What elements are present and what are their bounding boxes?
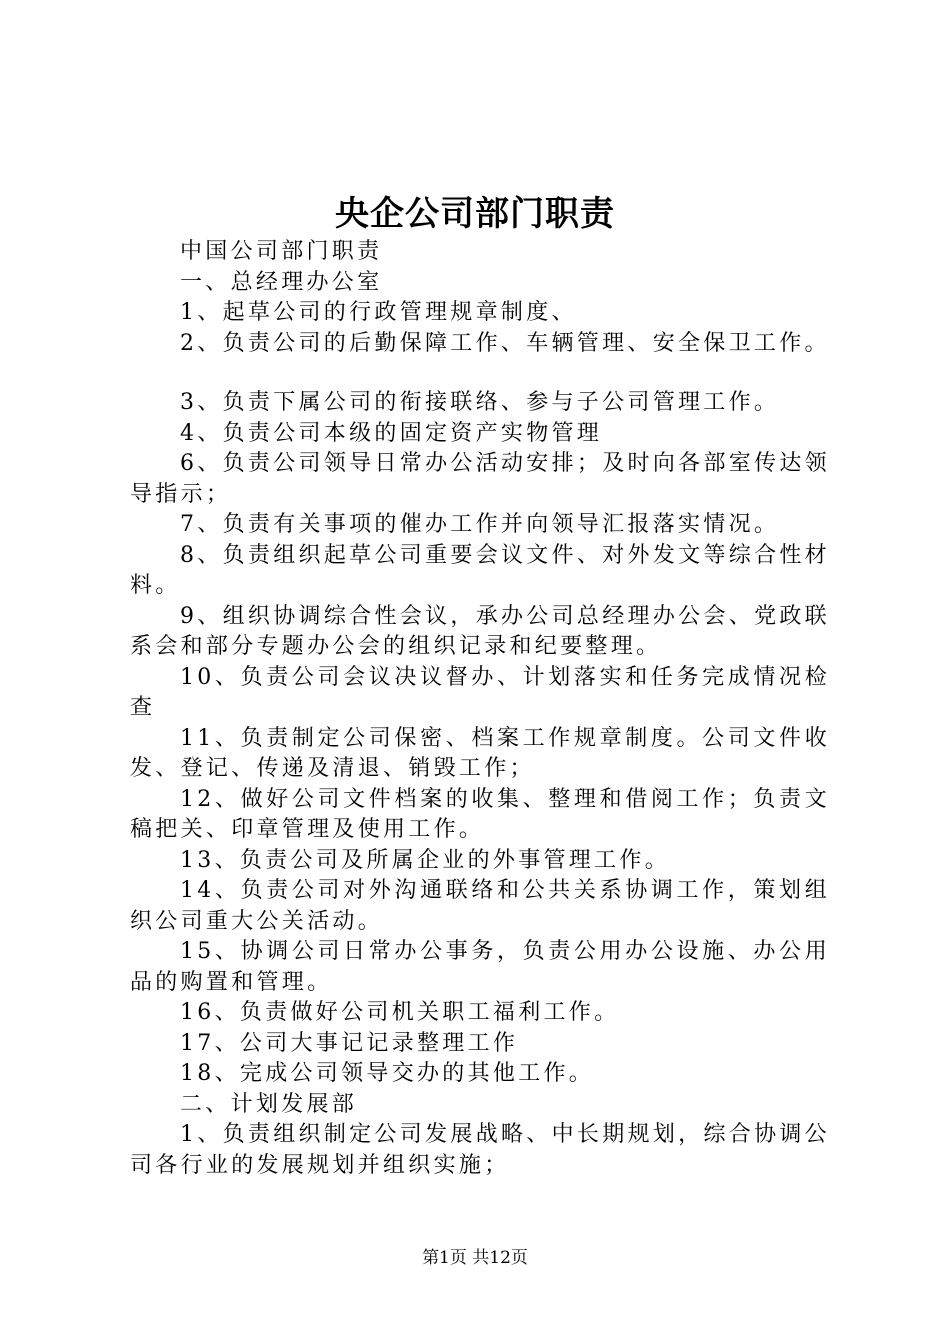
paragraph: 16、负责做好公司机关职工福利工作。 (180, 1000, 620, 1025)
paragraph: 10、负责公司会议决议督办、计划落实和任务完成情况检查 (130, 664, 830, 720)
paragraph: 18、完成公司领导交办的其他工作。 (180, 1061, 595, 1086)
document-body (130, 237, 830, 1181)
paragraph: 12、做好公司文件档案的收集、整理和借阅工作；负责文稿把关、印章管理及使用工作。 (130, 786, 830, 842)
section-heading: 二、计划发展部 (180, 1091, 358, 1117)
paragraph: 15、协调公司日常办公事务，负责公用办公设施、办公用品的购置和管理。 (130, 939, 830, 995)
paragraph: 4、负责公司本级的固定资产实物管理 (180, 420, 603, 446)
paragraph: 3、负责下属公司的衔接联络、参与子公司管理工作。 (180, 390, 780, 415)
paragraph: 1、负责组织制定公司发展战略、中长期规划，综合协调公司各行业的发展规划并组织实施； (130, 1122, 830, 1178)
paragraph: 7、负责有关事项的催办工作并向领导汇报落实情况。 (180, 512, 780, 537)
paragraph: 11、负责制定公司保密、档案工作规章制度。公司文件收发、登记、传递及清退、销毁工作； (130, 725, 830, 781)
page-number: 第1页 共12页 (422, 1248, 528, 1268)
paragraph: 2、负责公司的后勤保障工作、车辆管理、安全保卫工作。 (180, 330, 830, 356)
paragraph: 8、负责组织起草公司重要会议文件、对外发文等综合性材料。 (130, 542, 830, 598)
paragraph: 9、组织协调综合性会议，承办公司总经理办公会、党政联系会和部分专题办公会的组织记录和纪要整理。 (130, 603, 830, 659)
paragraph: 13、负责公司及所属企业的外事管理工作。 (180, 847, 670, 873)
section-heading: 一、总经理办公室 (180, 269, 383, 295)
paragraph: 6、负责公司领导日常办公活动安排；及时向各部室传达领导指示； (130, 451, 830, 507)
paragraph: 中国公司部门职责 (180, 239, 383, 264)
paragraph: 17、公司大事记记录整理工作 (180, 1030, 519, 1056)
paragraph: 14、负责公司对外沟通联络和公共关系协调工作，策划组织公司重大公关活动。 (130, 878, 830, 934)
document-title: 央企公司部门职责 (335, 194, 615, 234)
paragraph: 1、起草公司的行政管理规章制度、 (180, 300, 577, 325)
blank-line (130, 359, 830, 388)
